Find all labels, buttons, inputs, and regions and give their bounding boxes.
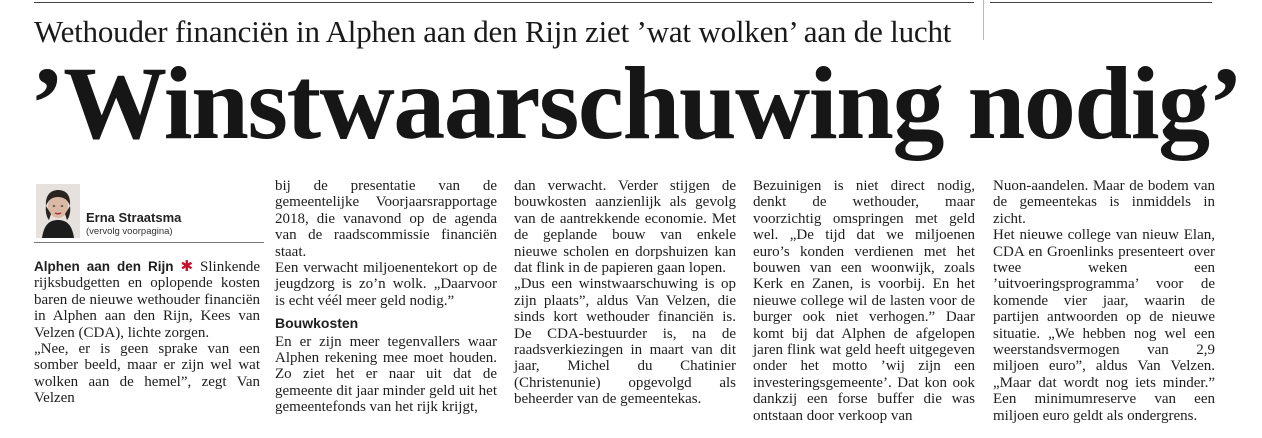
article-column-1 [34, 258, 260, 407]
paragraph: „Dus een winstwaarschuwing is op zijn plaats”, aldus Van Velzen, die sinds kort wethouder financiën is. De CDA-bestuurder is, na de raadsverkiezingen in maart van dit jaar, Michel du Chatinier (Christenunie) opgevolgd als beheerder van de gemeentekas. [514, 276, 736, 408]
top-rule [34, 2, 974, 3]
column-divider [983, 0, 984, 40]
lead-text: Slinkende rijksbudgetten en oplopende kosten baren de nieuwe wethouder financiën in Alphen aan den Rijn, Kees van Velzen (CDA), lichte zorgen. [34, 259, 261, 341]
paragraph: Nuon-aandelen. Maar de bodem van de gemeentekas is inmiddels in zicht. [993, 178, 1215, 227]
paragraph: Bezuinigen is niet direct nodig, denkt de wethouder, maar voorzichtig omspringen met geld wel. „De tijd dat we miljoenen euro’s konden verdienen met het bouwen van een woonwijk, zoals Kerk en Zanen, is voorbij. En het nieuwe college wil de lasten voor de burger ook niet verhogen.” Daar komt bij dat Alphen de afgelopen jaren flink wat geld heeft uitgegeven onder het motto ’wij zijn een investeringsgemeente’. Dat kon ook dankzij een forse buffer die was ontstaan door verkoop van [753, 178, 975, 424]
paragraph: „Nee, er is geen sprake van een somber beeld, maar er zijn wel wat wolken aan de hemel”, zegt Van Velzen [34, 341, 260, 407]
top-rule-right [990, 2, 1212, 3]
author-note: (vervolg voorpagina) [86, 226, 173, 237]
article-column-3 [514, 178, 736, 408]
paragraph: bij de presentatie van de gemeentelijke Voorjaarsrapportage 2018, die vanavond op de agenda van de raadscommissie financiën staat. [275, 178, 497, 260]
paragraph: dan verwacht. Verder stijgen de bouwkosten aanzienlijk als gevolg van de aantrekkende economie. Met de geplande bouw van enkele nieuwe scholen en dorpshuizen kan dat flink in de papieren gaan lopen. [514, 178, 736, 277]
author-name: Erna Straatsma [86, 210, 182, 225]
article-column-2 [275, 178, 497, 416]
article-column-5 [993, 178, 1215, 424]
dateline-star-icon: ✱ [180, 257, 194, 275]
lead-paragraph [34, 258, 260, 341]
article-column-4 [753, 178, 975, 424]
paragraph: Het nieuwe college van nieuw Elan, CDA en Groenlinks presenteert over twee weken een ’uitvoeringsprogramma’ voor de komende vier jaar, waarin de partijen antwoorden op de nieuwe situatie. „We hebben nog wel een weerstandsvermogen van 2,9 miljoen euro”, aldus Van Velzen. „Maar dat wordt nog iets minder.” Een minimumreserve van een miljoen euro geldt als ondergrens. [993, 227, 1215, 424]
paragraph: Een verwacht miljoenentekort op de jeugdzorg is zo’n wolk. „Daarvoor is echt véél meer geld nodig.” [275, 260, 497, 309]
article-headline: ’Winstwaarschuwing nodig’ [30, 46, 1242, 161]
dateline: Alphen aan den Rijn [34, 259, 174, 274]
byline [34, 180, 264, 243]
paragraph: En er zijn meer tegenvallers waar Alphen rekening mee moet houden. Zo ziet het er naar uit dat de gemeente dit jaar minder geld uit het gemeentefonds van het rijk krijgt, [275, 333, 497, 416]
article-subheadline: Wethouder financiën in Alphen aan den Rijn ziet ’wat wolken’ aan de lucht [34, 14, 952, 49]
author-photo [36, 184, 80, 238]
section-subheading: Bouwkosten [275, 315, 359, 332]
